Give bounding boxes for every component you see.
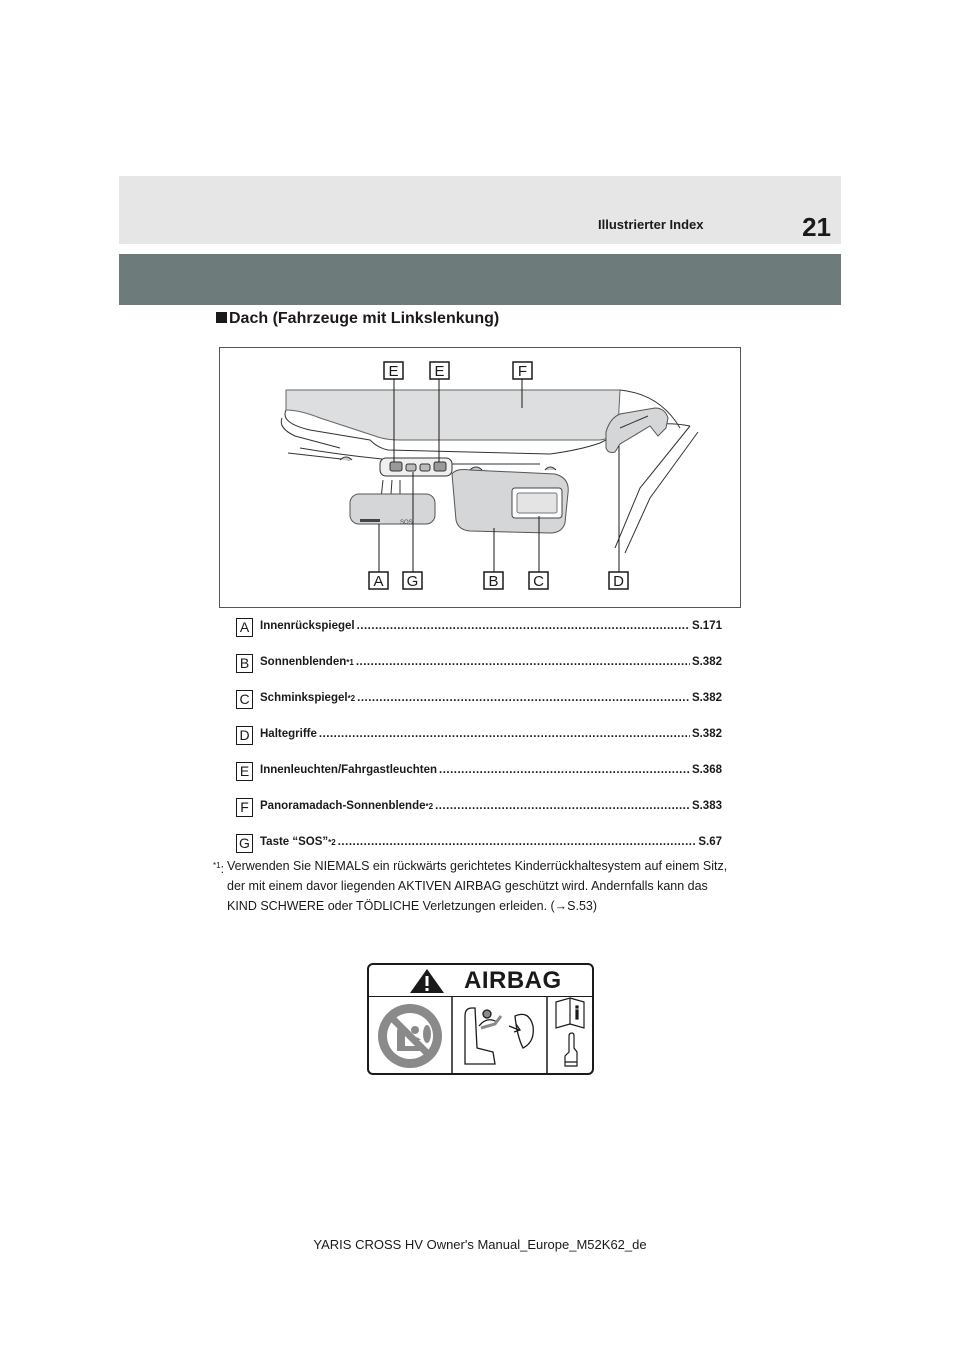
- legend-item-d: [236, 724, 722, 760]
- callout-e-2-label: E: [434, 363, 445, 380]
- airbag-title: AIRBAG: [464, 967, 562, 994]
- legend-item-c: C Schminkspiegel *2 ..... S.382: [236, 688, 722, 724]
- no-rear-facing-child-seat-icon: [378, 1004, 442, 1068]
- callout-d-label: D: [613, 573, 624, 590]
- airbag-pictograms: [369, 996, 592, 1074]
- callout-e-1: [384, 362, 403, 380]
- page-reference-link[interactable]: S.67: [698, 836, 722, 848]
- footnote-line-3: KIND SCHWERE oder TÖDLICHE Verletzungen erleiden. (→S.53): [227, 899, 598, 913]
- callout-b: [484, 572, 503, 590]
- page-reference-link[interactable]: S.382: [691, 728, 722, 740]
- page-header: [119, 176, 841, 244]
- letter-box-c: C: [236, 690, 253, 709]
- letter-box-g: G: [236, 834, 253, 853]
- callout-c-label: C: [533, 573, 544, 590]
- legend-label: Innenrückspiegel: [260, 620, 355, 632]
- seat-airbag-deploy-icon: [465, 1008, 533, 1064]
- section-heading-text: Dach (Fahrzeuge mit Linkslenkung): [229, 310, 500, 327]
- section-name: Illustrierter Index: [598, 217, 704, 232]
- legend-item-g: G Taste “SOS” *2 ..... S.67: [236, 832, 722, 868]
- footnote-line-1: Verwenden Sie NIEMALS ein rückwärts gerichtetes Kinderrückhaltesystem auf einem Sitz,: [227, 859, 728, 873]
- callout-a: [369, 572, 388, 590]
- legend-item-b: B Sonnenblenden *1 ..... S.382: [236, 652, 722, 688]
- legend-label: Panoramadach-Sonnenblende: [260, 800, 426, 812]
- callout-e-2: [430, 362, 449, 380]
- airbag-label-header: [369, 965, 592, 997]
- legend-item-e: [236, 760, 722, 796]
- callout-g-label: G: [406, 573, 419, 590]
- warning-triangle-icon: [407, 967, 447, 995]
- square-bullet-icon: [216, 312, 227, 323]
- callout-a-label: A: [373, 573, 384, 590]
- footnote: [213, 856, 753, 916]
- read-manual-icon: [556, 998, 584, 1066]
- callout-c: [529, 572, 548, 590]
- roof-illustration: [219, 347, 741, 608]
- letter-box-b: B: [236, 654, 253, 673]
- callout-f-label: F: [517, 363, 528, 380]
- legend-label: Schminkspiegel: [260, 692, 348, 704]
- page-reference-link[interactable]: S.171: [691, 620, 722, 632]
- callout-b-label: B: [488, 573, 499, 590]
- section-heading: [216, 310, 499, 328]
- legend-list: [236, 616, 722, 868]
- footnote-line-2: der mit einem davor liegenden AKTIVEN AIRBAG geschützt wird. Andernfalls kann das: [227, 879, 708, 893]
- mirror-sos-label: SOS: [400, 520, 413, 526]
- letter-box-f: F: [236, 798, 253, 817]
- letter-box-a: A: [236, 618, 253, 637]
- letter-box-d: D: [236, 726, 253, 745]
- callout-d: [609, 572, 628, 590]
- legend-label: Taste “SOS”: [260, 836, 329, 848]
- legend-label: Innenleuchten/Fahrgastleuchten: [260, 764, 437, 776]
- legend-label: Sonnenblenden: [260, 656, 347, 668]
- callout-e-1-label: E: [388, 363, 399, 380]
- letter-box-e: E: [236, 762, 253, 781]
- page-number: 21: [802, 212, 831, 242]
- legend-item-a: [236, 616, 722, 652]
- airbag-warning-label: [367, 963, 594, 1075]
- header-band: [119, 254, 841, 305]
- footnote-marker: $^{*1}$:: [213, 861, 225, 877]
- callout-f: [513, 362, 532, 380]
- page-reference-link[interactable]: S.382: [691, 656, 722, 668]
- page-reference-link[interactable]: S.368: [691, 764, 722, 776]
- callout-g: [403, 572, 422, 590]
- legend-item-f: F Panoramadach-Sonnenblende *2 ..... S.383: [236, 796, 722, 832]
- page-footer: YARIS CROSS HV Owner's Manual_Europe_M52K62_de: [313, 1237, 647, 1252]
- roof-drawing: [220, 348, 740, 607]
- page-reference-link[interactable]: S.383: [691, 800, 722, 812]
- page-reference-link[interactable]: S.382: [691, 692, 722, 704]
- legend-label: Haltegriffe: [260, 728, 317, 740]
